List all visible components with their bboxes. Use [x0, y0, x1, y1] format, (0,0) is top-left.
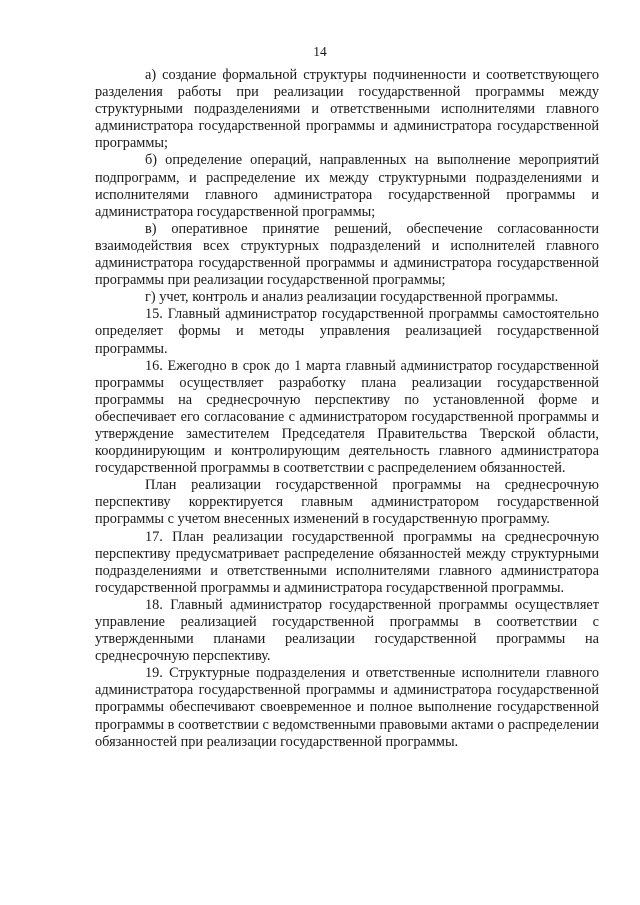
paragraph-a: а) создание формальной структуры подчиненности и соответствующего разделения работы при реализации государственной программы между структурными подразделениями и ответственными исполнителями главного администратора государственной программы и администратора государственной программы;: [95, 67, 599, 152]
document-body: [95, 67, 599, 751]
paragraph-v: в) оперативное принятие решений, обеспечение согласованности взаимодействия всех структурных подразделений и исполнителей главного администратора государственной программы и администратора государственной программы при реализации государственной программы;: [95, 220, 599, 289]
paragraph-16: 16. Ежегодно в срок до 1 марта главный администратор государственной программы осуществляет разработку плана реализации государственной программы на среднесрочную перспективу по установленной форме и обеспечивает его согласование с администратором государственной программы и утверждение заместителем Председателя Правительства Тверской области, координирующим и контролирующим деятельность главного администратора государственной программы в соответствии с распределением обязанностей.: [95, 357, 599, 477]
paragraph-19: 19. Структурные подразделения и ответственные исполнители главного администратора государственной программы и администратора государственной программы обеспечивают своевременное и полное выполнение государственной программы в соответствии с ведомственными правовыми актами о распределении обязанностей при реализации государственной программы.: [95, 665, 599, 750]
paragraph-b: б) определение операций, направленных на выполнение мероприятий подпрограмм, и распределение их между структурными подразделениями и исполнителями главного администратора государственной программы и администратора государственной программы;: [95, 152, 599, 220]
paragraph-16-plan: План реализации государственной программы на среднесрочную перспективу корректируется главным администратором государственной программы с учетом внесенных изменений в государственную программу.: [95, 477, 599, 528]
paragraph-17: 17. План реализации государственной программы на среднесрочную перспективу предусматривает распределение обязанностей между структурными подразделениями и ответственными исполнителями главного администратора государственной программы и администратора государственной программы.: [95, 528, 599, 596]
paragraph-18: 18. Главный администратор государственной программы осуществляет управление реализацией государственной программы в соответствии с утвержденными планами реализации государственной программы на среднесрочную перспективу.: [95, 596, 599, 665]
paragraph-g: г) учет, контроль и анализ реализации государственной программы.: [145, 289, 559, 306]
page-number: 14: [313, 44, 327, 59]
paragraph-15: 15. Главный администратор государственной программы самостоятельно определяет формы и методы управления реализацией государственной программы.: [95, 306, 599, 357]
